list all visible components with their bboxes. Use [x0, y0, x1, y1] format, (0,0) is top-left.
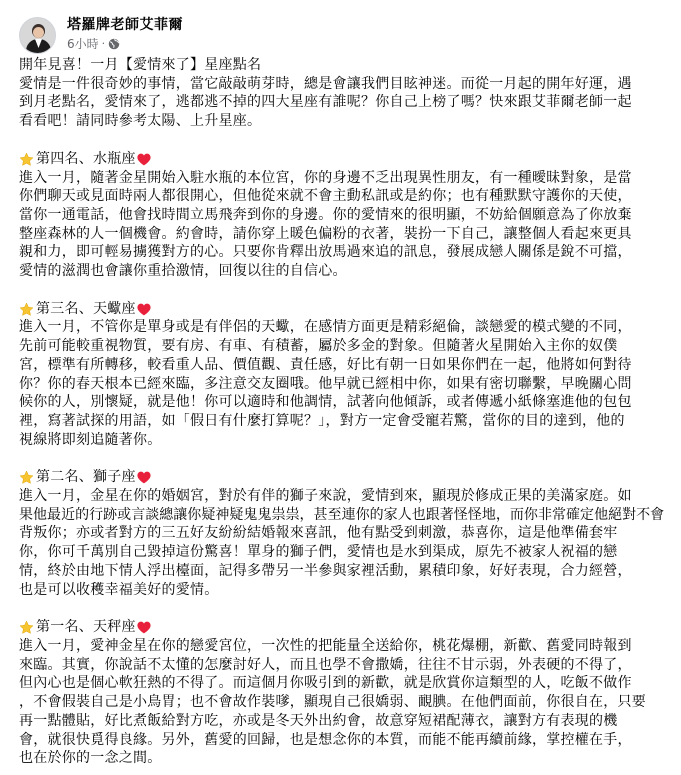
section-text-line: 果他最近的行跡或言談總讓你疑神疑鬼鬼祟祟，甚至連你的家人也跟著怪怪地，而你非常確定他絕對不會: [19, 506, 665, 523]
section-text-line: 你，你可千萬別自己毀掉這份驚喜！單身的獅子們，愛情也是水到渠成，原先不被家人祝福的戀: [19, 544, 618, 561]
ranking-section: [19, 150, 667, 281]
section-text-line: 你？你的春天根本已經來臨，多注意交友圈哦。他早就已經相中你，如果有密切聯繫，早晚關心問: [19, 375, 632, 392]
intro-line: 看看吧！請同時參考太陽、上升星座。: [19, 113, 262, 130]
heart-icon: [137, 303, 151, 316]
post-timestamp[interactable]: 6小時: [67, 37, 99, 51]
section-text-line: 裡，寫著試探的用語，如「假日有什麼打算呢？」，對方一定會受寵若驚，當你的目的達到，他的: [19, 412, 625, 429]
section-heading-label: 第一名、天秤座: [36, 619, 136, 636]
heart-icon: [137, 621, 151, 634]
section-heading: [19, 300, 667, 319]
section-text-line: 當你一通電話，他會找時間立馬飛奔到你的身邊。你的愛情來的很明顯，不妨給個願意為了你放棄: [19, 206, 632, 223]
section-heading-label: 第四名、水瓶座: [36, 150, 136, 167]
post-header: [0, 10, 681, 58]
section-text-line: 進入一月，不管你是單身或是有伴侶的天蠍，在感情方面更是精彩絕倫，談戀愛的模式變的不同，: [19, 319, 632, 336]
section-text-line: ，不會假裝自己是小鳥胃；也不會故作裝嗲，顯現自己很嬌弱、靦腆。在他們面前，你很自在，只要: [19, 694, 646, 711]
author-name[interactable]: 塔羅牌老師艾菲爾: [67, 17, 183, 33]
intro-line: 到月老點名，愛情來了，逃都逃不掉的四大星座有誰呢？你自己上榜了嗎？快來跟艾菲爾老師一起: [19, 94, 632, 111]
section-text-line: 宮，標準有所轉移，較看重人品、價值觀、責任感，好比有朝一日如果你們在一起，他將如何對待: [19, 356, 632, 373]
section-heading: [19, 468, 667, 487]
section-text-line: 視線將即刻追隨著你。: [19, 431, 162, 448]
section-text-line: 進入一月，隨著金星開始入駐水瓶的本位宮，你的身邊不乏出現異性朋友，有一種曖昧對象，是當: [19, 169, 632, 186]
section-text-line: 進入一月，金星在你的婚姻宮，對於有伴的獅子來說，愛情到來，顯現於修成正果的美滿家庭。如: [19, 488, 632, 505]
section-text-line: 再一點體貼，好比煮飯給對方吃，亦或是冬天外出約會，故意穿短裙配薄衣，讓對方有表現的機: [19, 712, 618, 729]
heart-icon: [137, 153, 151, 166]
section-text-line: 你們聊天或見面時兩人都很開心，但他從來就不會主動私訊或是約你；也有種默默守護你的天使，: [19, 188, 632, 205]
section-heading: [19, 150, 667, 169]
avatar[interactable]: [19, 17, 56, 54]
star-icon: [19, 620, 34, 635]
heart-icon: [137, 471, 151, 484]
star-icon: [19, 470, 34, 485]
section-text-line: 進入一月，愛神金星在你的戀愛宮位，一次性的把能量全送給你，桃花爆棚，新歡、舊愛同時報到: [19, 637, 632, 654]
intro-paragraph: [19, 56, 667, 131]
post-body: [19, 56, 667, 768]
section-text-line: 會，就很快覓得良緣。另外，舊愛的回歸，也是想念你的本質，而能不能再續前緣，掌控權在手，: [19, 731, 632, 748]
star-icon: [19, 152, 34, 167]
globe-icon[interactable]: [108, 38, 120, 50]
section-text-line: 整座森林的人一個機會。約會時，請你穿上暖色偏粉的衣著，裝扮一下自己，讓整個人看起來更具: [19, 225, 632, 242]
section-text-line: 愛情的滋潤也會讓你重拾激情，回復以往的自信心。: [19, 263, 347, 280]
section-text-line: 情，終於由地下情人浮出檯面，記得多帶另一半參與家裡活動，累積印象，好好表現，合力經營，: [19, 562, 632, 579]
meta-separator: ·: [101, 37, 106, 50]
ranking-section: [19, 468, 667, 599]
section-text-line: 背叛你；亦或者對方的三五好友紛紛結婚報來喜訊，他有點受到刺激，恭喜你，這是他準備套牢: [19, 525, 618, 542]
intro-title: 開年見喜！一月【愛情來了】星座點名: [19, 57, 262, 73]
section-text-line: 也是可以收穫幸福美好的愛情。: [19, 581, 219, 598]
intro-line: 愛情是一件很奇妙的事情，當它敲敲萌芽時，總是會讓我們目眩神迷。而從一月起的開年好運，遇: [19, 75, 632, 92]
section-text-line: 候你的人，別懷疑，就是他！你可以適時和他調情，試著向他傾訴，或者傳遞小紙條塞進他的包包: [19, 394, 632, 411]
section-text-line: 也在於你的一念之間。: [19, 750, 162, 767]
section-text-line: 但內心也是個心軟狂熱的不得了。而這個月你吸引到的新歡，就是欣賞你這類型的人，吃飯不做作: [19, 675, 632, 692]
ranking-section: [19, 300, 667, 450]
section-heading-label: 第二名、獅子座: [36, 469, 136, 486]
star-icon: [19, 302, 34, 317]
section-text-line: 親和力，即可輕易擄獲對方的心。只要你肯釋出放馬過來追的訊息，發展成戀人關係是銳不可擋，: [19, 244, 632, 261]
post-meta: [67, 35, 120, 52]
section-text-line: 先前可能較重視物質，要有房、有車、有積蓄，屬於多金的對象。但隨著火星開始入主你的奴僕: [19, 338, 618, 355]
section-heading-label: 第三名、天蠍座: [36, 300, 136, 317]
ranking-section: [19, 618, 667, 768]
section-heading: [19, 618, 667, 637]
section-text-line: 來臨。其實，你說話不太懂的怎麼討好人，而且也學不會撒嬌，往往不甘示弱，外表硬的不得了，: [19, 656, 632, 673]
